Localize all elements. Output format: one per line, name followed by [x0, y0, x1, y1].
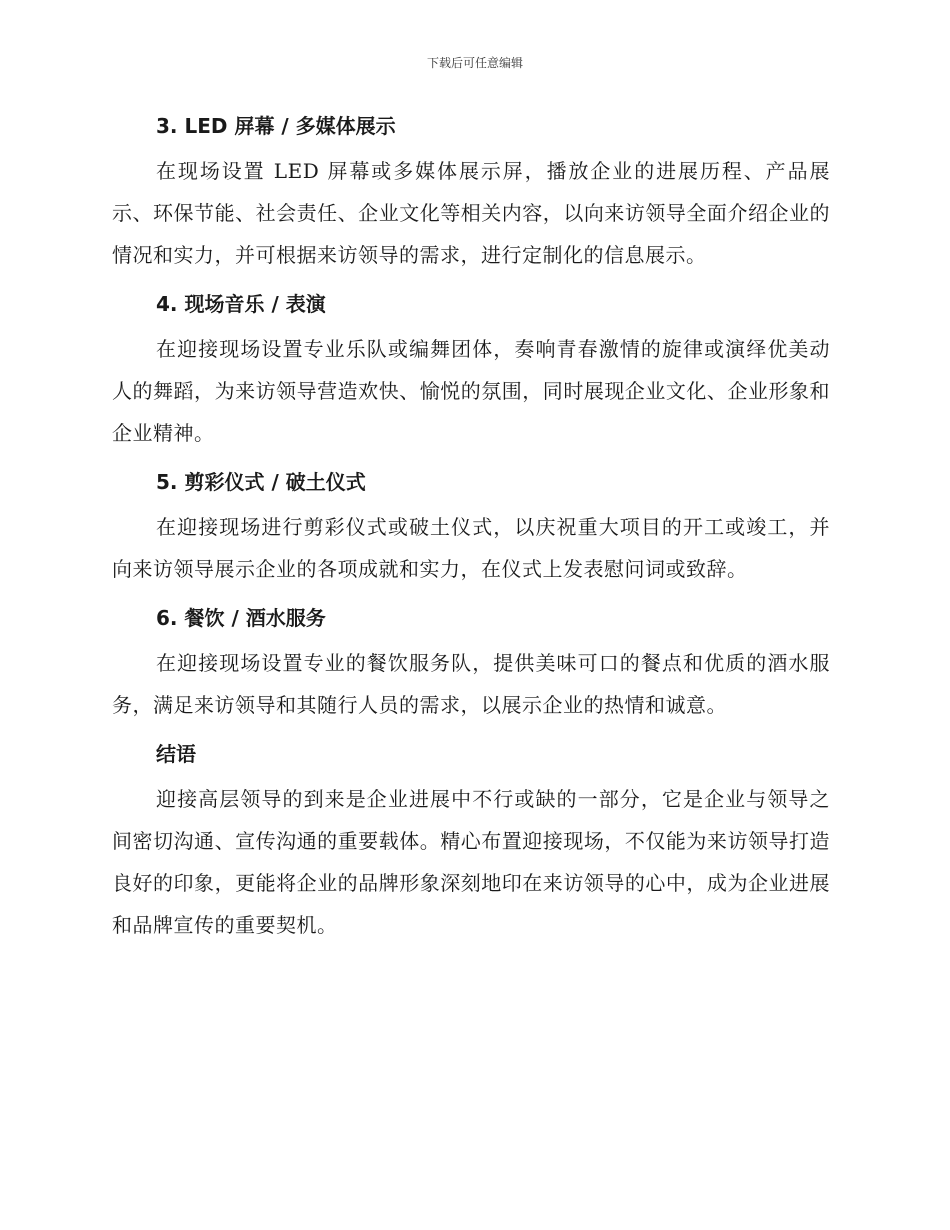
section-body: 在迎接现场设置专业的餐饮服务队，提供美味可口的餐点和优质的酒水服务，满足来访领导和其随行人员的需求，以展示企业的热情和诚意。	[112, 651, 830, 717]
section-body: 在现场设置 LED 屏幕或多媒体展示屏，播放企业的进展历程、产品展示、环保节能、社会责任、企业文化等相关内容，以向来访领导全面介绍企业的情况和实力，并可根据来访领导的需求，进行定制化的信息展示。	[112, 159, 830, 267]
section-heading: 结语	[156, 742, 196, 766]
section-conclusion	[112, 734, 830, 946]
section-heading: 4. 现场音乐 / 表演	[156, 292, 326, 316]
section-heading: 5. 剪彩仪式 / 破土仪式	[156, 470, 366, 494]
section-body: 在迎接现场进行剪彩仪式或破土仪式，以庆祝重大项目的开工或竣工，并向来访领导展示企业的各项成就和实力，在仪式上发表慰问词或致辞。	[112, 515, 830, 581]
header-note: 下载后可任意编辑	[426, 56, 523, 70]
section-5	[112, 462, 830, 590]
document-content	[112, 106, 830, 954]
section-4	[112, 284, 830, 454]
section-6	[112, 598, 830, 726]
section-heading: 3. LED 屏幕 / 多媒体展示	[156, 114, 396, 138]
section-3	[112, 106, 830, 276]
section-heading: 6. 餐饮 / 酒水服务	[156, 606, 326, 630]
section-body: 迎接高层领导的到来是企业进展中不行或缺的一部分，它是企业与领导之间密切沟通、宣传沟通的重要载体。精心布置迎接现场，不仅能为来访领导打造良好的印象，更能将企业的品牌形象深刻地印在来访领导的心中，成为企业进展和品牌宣传的重要契机。	[112, 787, 830, 937]
section-body: 在迎接现场设置专业乐队或编舞团体，奏响青春激情的旋律或演绎优美动人的舞蹈，为来访领导营造欢快、愉悦的氛围，同时展现企业文化、企业形象和企业精神。	[112, 337, 830, 445]
